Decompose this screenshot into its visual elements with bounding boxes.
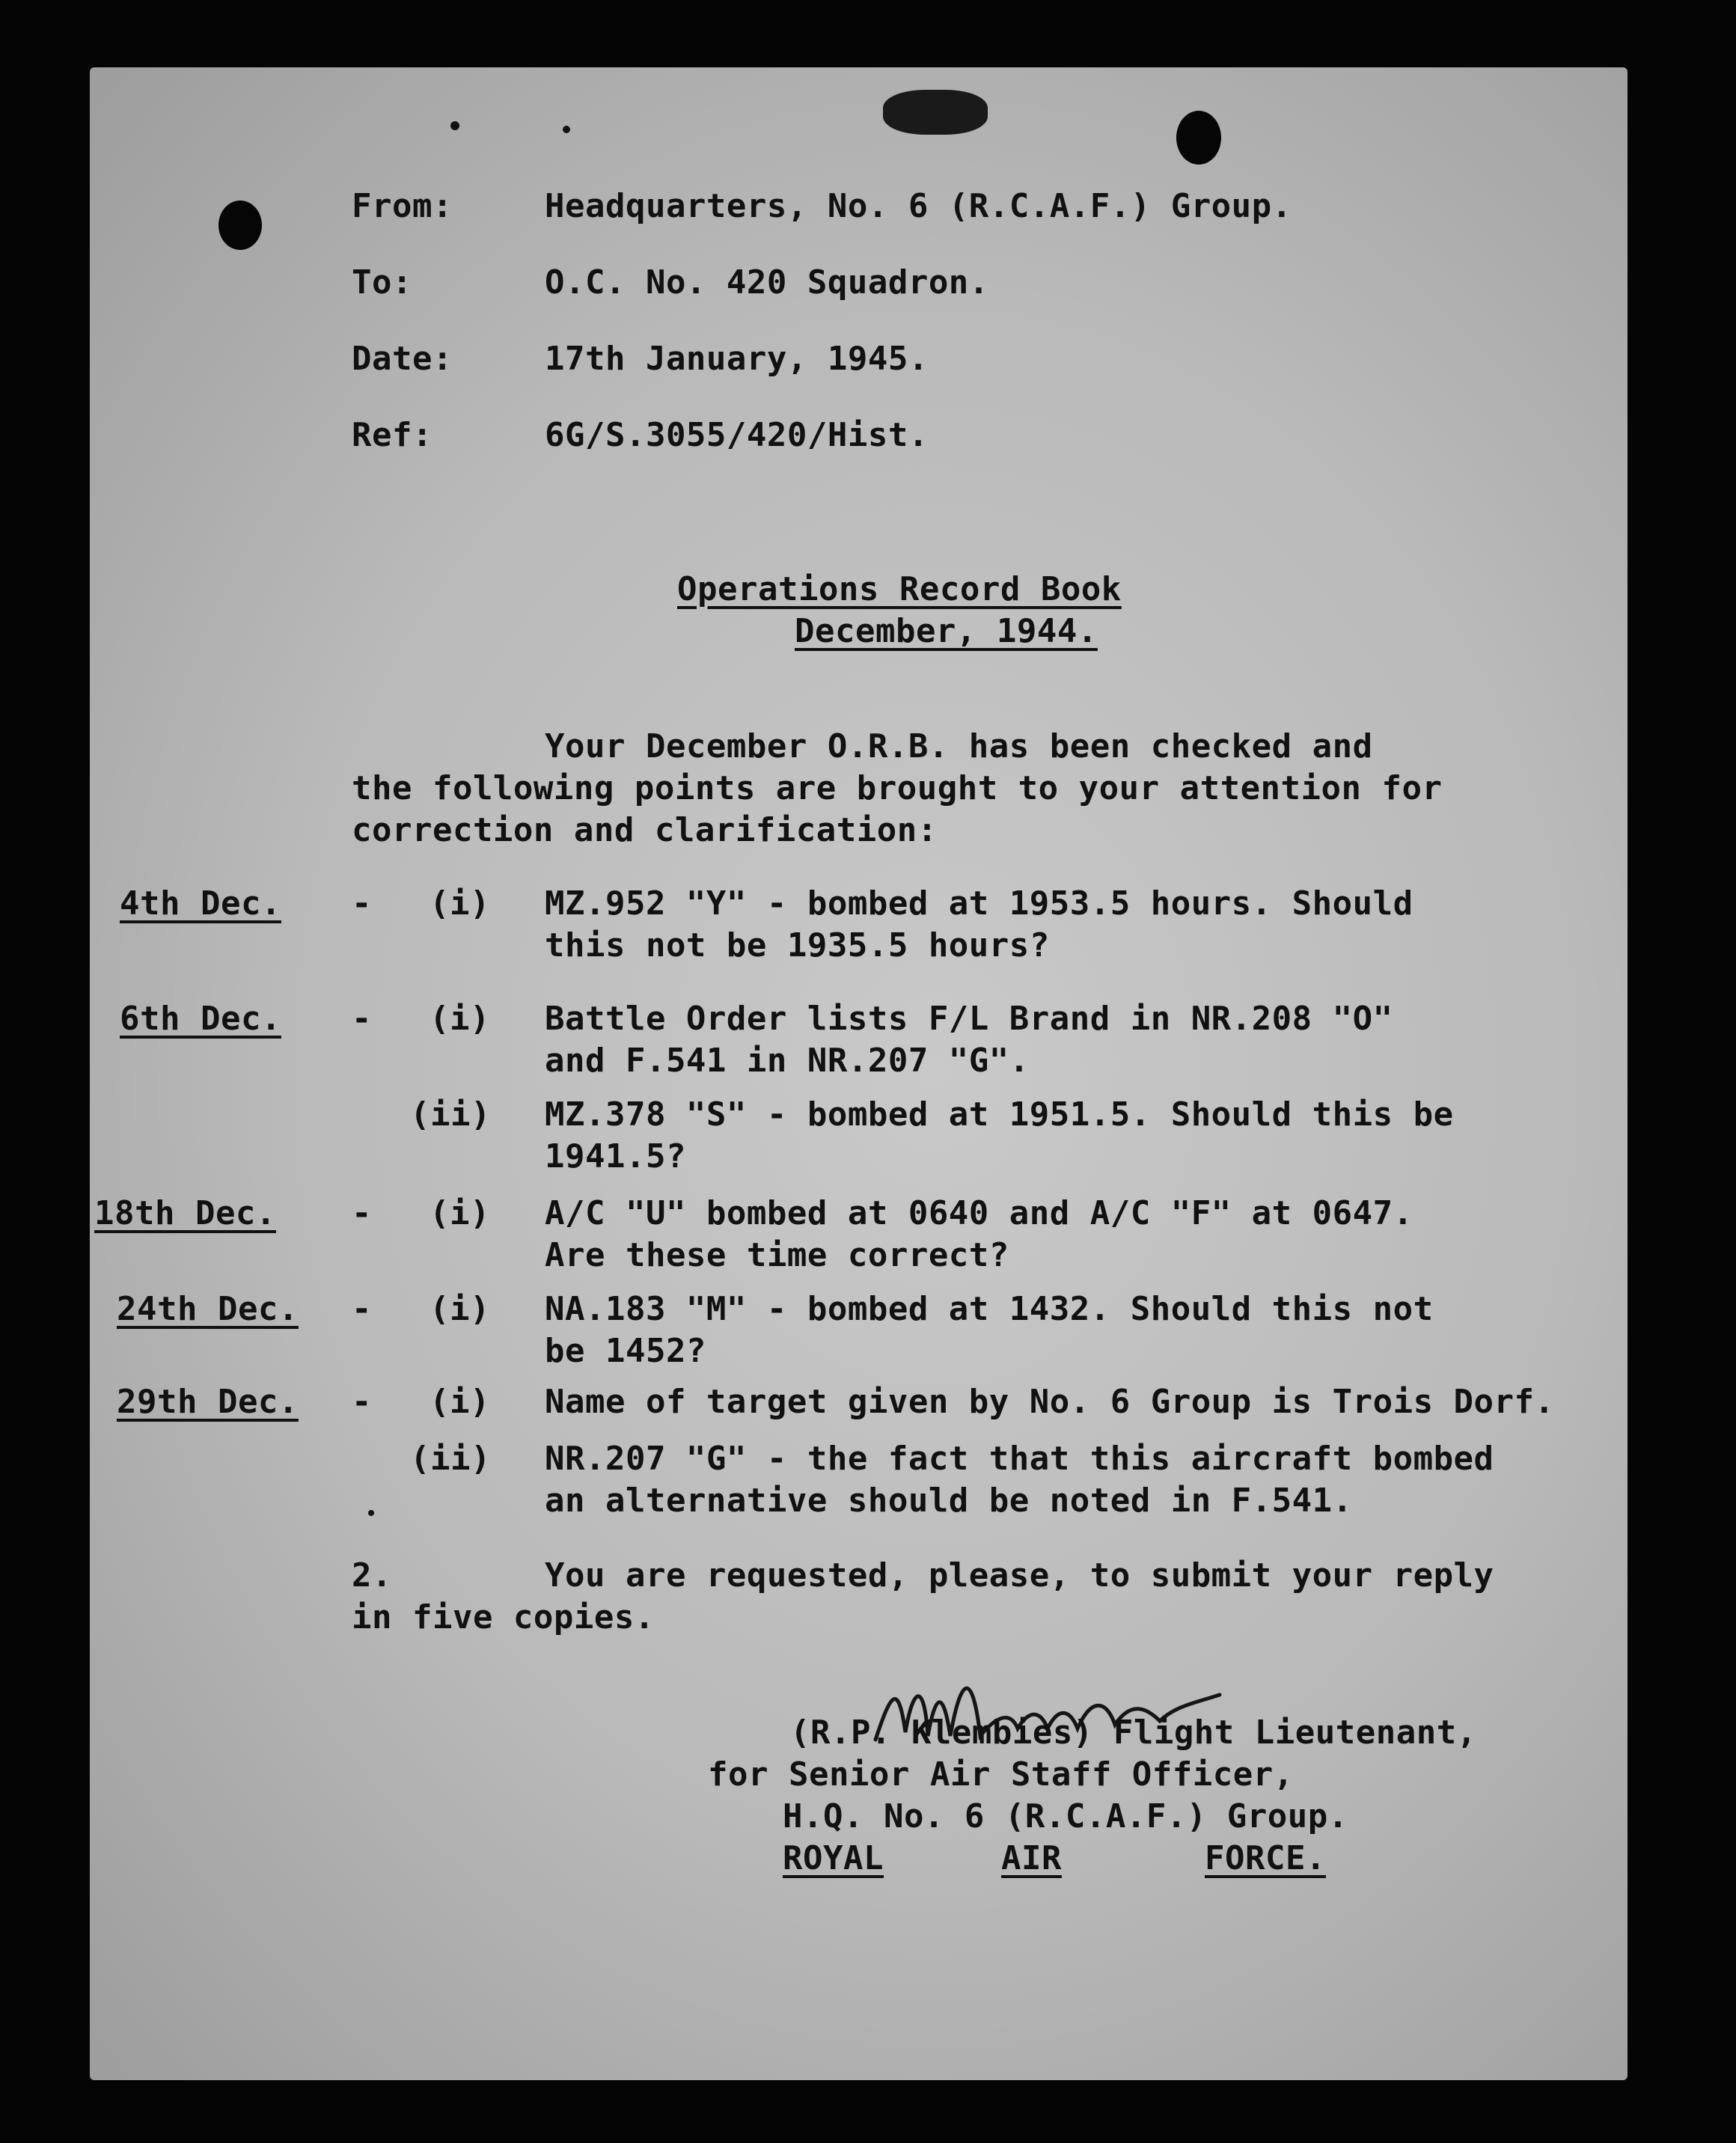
signatory-on-behalf: for Senior Air Staff Officer,: [708, 1755, 1294, 1794]
raf-word-2: AIR: [1001, 1839, 1062, 1877]
to-label: To:: [352, 263, 412, 302]
item-text-line: NA.183 "M" - bombed at 1432. Should this not: [545, 1290, 1434, 1328]
entry-date-29th-dec: 29th Dec.: [117, 1383, 299, 1421]
item-text-line: NR.207 "G" - the fact that this aircraft bombed: [545, 1440, 1494, 1478]
document-title: Operations Record Book: [677, 570, 1122, 608]
ref-label: Ref:: [352, 416, 433, 454]
entry-date-18th-dec: 18th Dec.: [94, 1194, 276, 1232]
paper-speck: [368, 1510, 374, 1516]
film-frame: [0, 0, 1736, 67]
paper-damage-blot: [883, 90, 988, 135]
entry-date-6th-dec: 6th Dec.: [120, 1000, 281, 1038]
item-text-line: Name of target given by No. 6 Group is Trois Dorf.: [545, 1383, 1555, 1421]
item-number: (i): [430, 1000, 490, 1038]
item-number: (ii): [410, 1440, 491, 1478]
item-text-line: and F.541 in NR.207 "G".: [545, 1042, 1030, 1080]
item-text-line: this not be 1935.5 hours?: [545, 926, 1050, 964]
item-text-line: an alternative should be noted in F.541.: [545, 1482, 1353, 1520]
item-number: (i): [430, 884, 490, 923]
entry-dash: -: [352, 1290, 372, 1328]
item-text-line: A/C "U" bombed at 0640 and A/C "F" at 0647.: [545, 1194, 1413, 1232]
entry-dash: -: [352, 1000, 372, 1038]
entry-dash: -: [352, 1383, 372, 1421]
para-line-2: in five copies.: [352, 1598, 655, 1636]
item-number: (i): [430, 1290, 490, 1328]
raf-word-3: FORCE.: [1205, 1839, 1326, 1877]
signatory-unit: H.Q. No. 6 (R.C.A.F.) Group.: [783, 1797, 1348, 1835]
date-value: 17th January, 1945.: [545, 340, 929, 378]
entry-date-24th-dec: 24th Dec.: [117, 1290, 299, 1328]
to-value: O.C. No. 420 Squadron.: [545, 263, 989, 302]
para-line-1: You are requested, please, to submit your reply: [545, 1556, 1494, 1595]
item-text-line: MZ.378 "S" - bombed at 1951.5. Should this be: [545, 1095, 1454, 1134]
item-text-line: Battle Order lists F/L Brand in NR.208 "O": [545, 1000, 1393, 1038]
document-subtitle: December, 1944.: [795, 612, 1098, 650]
intro-line-3: correction and clarification:: [352, 811, 938, 849]
item-text-line: 1941.5?: [545, 1137, 686, 1176]
date-label: Date:: [352, 340, 453, 378]
signatory-name-rank: (R.P. Klembies) Flight Lieutenant,: [790, 1714, 1477, 1752]
paper-speck: [450, 121, 459, 130]
from-label: From:: [352, 187, 453, 225]
entry-dash: -: [352, 1194, 372, 1232]
item-number: (i): [430, 1194, 490, 1232]
intro-line-2: the following points are brought to your attention for: [352, 769, 1443, 807]
paper-speck: [563, 126, 570, 133]
punch-hole-right: [1176, 111, 1221, 165]
punch-hole-left: [218, 201, 262, 250]
item-text-line: Are these time correct?: [545, 1236, 1009, 1274]
entry-dash: -: [352, 884, 372, 923]
raf-word-1: ROYAL: [783, 1839, 884, 1877]
item-text-line: MZ.952 "Y" - bombed at 1953.5 hours. Should: [545, 884, 1413, 923]
item-text-line: be 1452?: [545, 1332, 706, 1370]
from-value: Headquarters, No. 6 (R.C.A.F.) Group.: [545, 187, 1292, 225]
item-number: (i): [430, 1383, 490, 1421]
item-number: (ii): [410, 1095, 491, 1134]
intro-line-1: Your December O.R.B. has been checked and: [545, 727, 1373, 765]
para-number: 2.: [352, 1556, 392, 1595]
entry-date-4th-dec: 4th Dec.: [120, 884, 281, 923]
ref-value: 6G/S.3055/420/Hist.: [545, 416, 929, 454]
